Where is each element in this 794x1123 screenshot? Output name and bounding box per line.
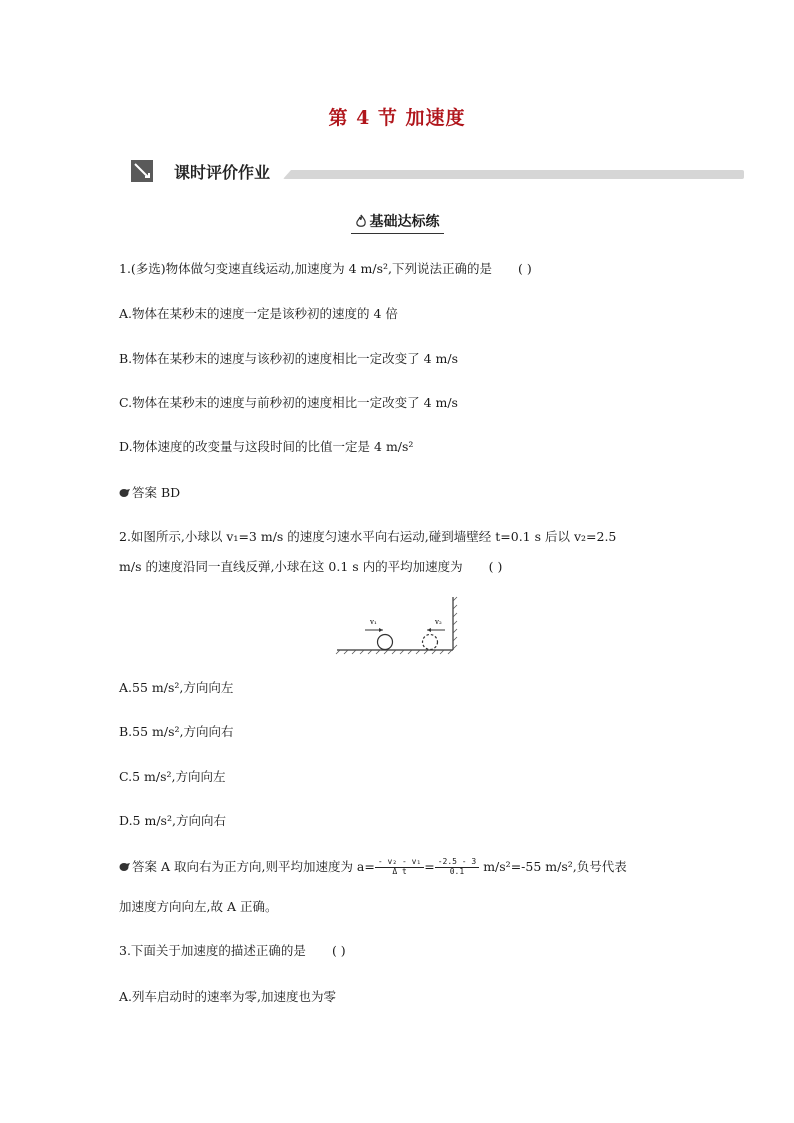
q2-paren: ( ): [488, 559, 503, 574]
frac2-numerator: -2.5 - 3: [435, 858, 480, 868]
q2-option-a: A.55 m/s²,方向向左: [119, 680, 234, 695]
q2-stem-line2: [119, 557, 502, 575]
q3-paren: ( ): [331, 943, 346, 958]
q1-option-c: C.物体在某秒末的速度与前秒初的速度相比一定改变了 4 m/s: [119, 395, 458, 410]
page-title: 第 4 节 加速度: [328, 107, 466, 129]
section-title: 基础达标练: [369, 214, 440, 230]
q2-fraction-1: [375, 858, 424, 877]
flame-icon: [355, 214, 367, 228]
frac2-denominator: 0.1: [449, 867, 465, 876]
q3-option-a: A.列车启动时的速率为零,加速度也为零: [119, 989, 336, 1004]
ball-icon: [378, 635, 393, 650]
q2-answer-prefix: 答案 A 取向右为正方向,则平均加速度为 a=: [132, 859, 375, 874]
pencil-square-icon: [131, 160, 153, 182]
q1-answer: [119, 483, 180, 501]
frac1-denominator: Δ t: [392, 867, 407, 876]
q2-option-d: D.5 m/s²,方向向右: [119, 813, 226, 828]
q2-figure: [335, 595, 460, 655]
q1-option-d: D.物体速度的改变量与这段时间的比值一定是 4 m/s²: [119, 439, 414, 454]
frac1-numerator: - v₂ - v₁: [375, 858, 424, 868]
q1-stem: [119, 259, 532, 277]
q2-fraction-2: [435, 858, 480, 877]
label-v1: v₁: [370, 618, 377, 626]
banner-divider: [283, 170, 744, 179]
q1-option-a: A.物体在某秒末的速度一定是该秒初的速度的 4 倍: [119, 306, 398, 321]
q2-answer: [119, 857, 627, 877]
answer-icon: [119, 862, 131, 872]
banner-label: 课时评价作业: [174, 163, 271, 182]
q2-answer-suffix: m/s²=-55 m/s²,负号代表: [479, 859, 627, 874]
label-v2: v₂: [435, 618, 442, 626]
q2-answer-line2: 加速度方向向左,故 A 正确。: [119, 899, 278, 914]
q2-equals: =: [424, 859, 435, 874]
q3-stem: [119, 941, 346, 959]
q2-stem-line1: 2.如图所示,小球以 v₁=3 m/s 的速度匀速水平向右运动,碰到墙壁经 t=0.1 s 后以 v₂=2.5: [119, 529, 617, 544]
q2-option-b: B.55 m/s²,方向向右: [119, 724, 234, 739]
q1-stem-text: 1.(多选)物体做匀变速直线运动,加速度为 4 m/s²,下列说法正确的是: [119, 261, 493, 276]
q1-paren: ( ): [518, 261, 532, 276]
q1-answer-text: 答案 BD: [132, 485, 181, 500]
answer-icon: [119, 488, 131, 498]
q1-option-b: B.物体在某秒末的速度与该秒初的速度相比一定改变了 4 m/s: [119, 351, 459, 366]
section-header: [0, 211, 794, 234]
q3-stem-text: 3.下面关于加速度的描述正确的是: [119, 943, 306, 958]
ball-rebound-icon: [423, 635, 438, 650]
q2-option-c: C.5 m/s²,方向向左: [119, 769, 226, 784]
q2-stem-line2-text: m/s 的速度沿同一直线反弹,小球在这 0.1 s 内的平均加速度为: [119, 559, 463, 574]
